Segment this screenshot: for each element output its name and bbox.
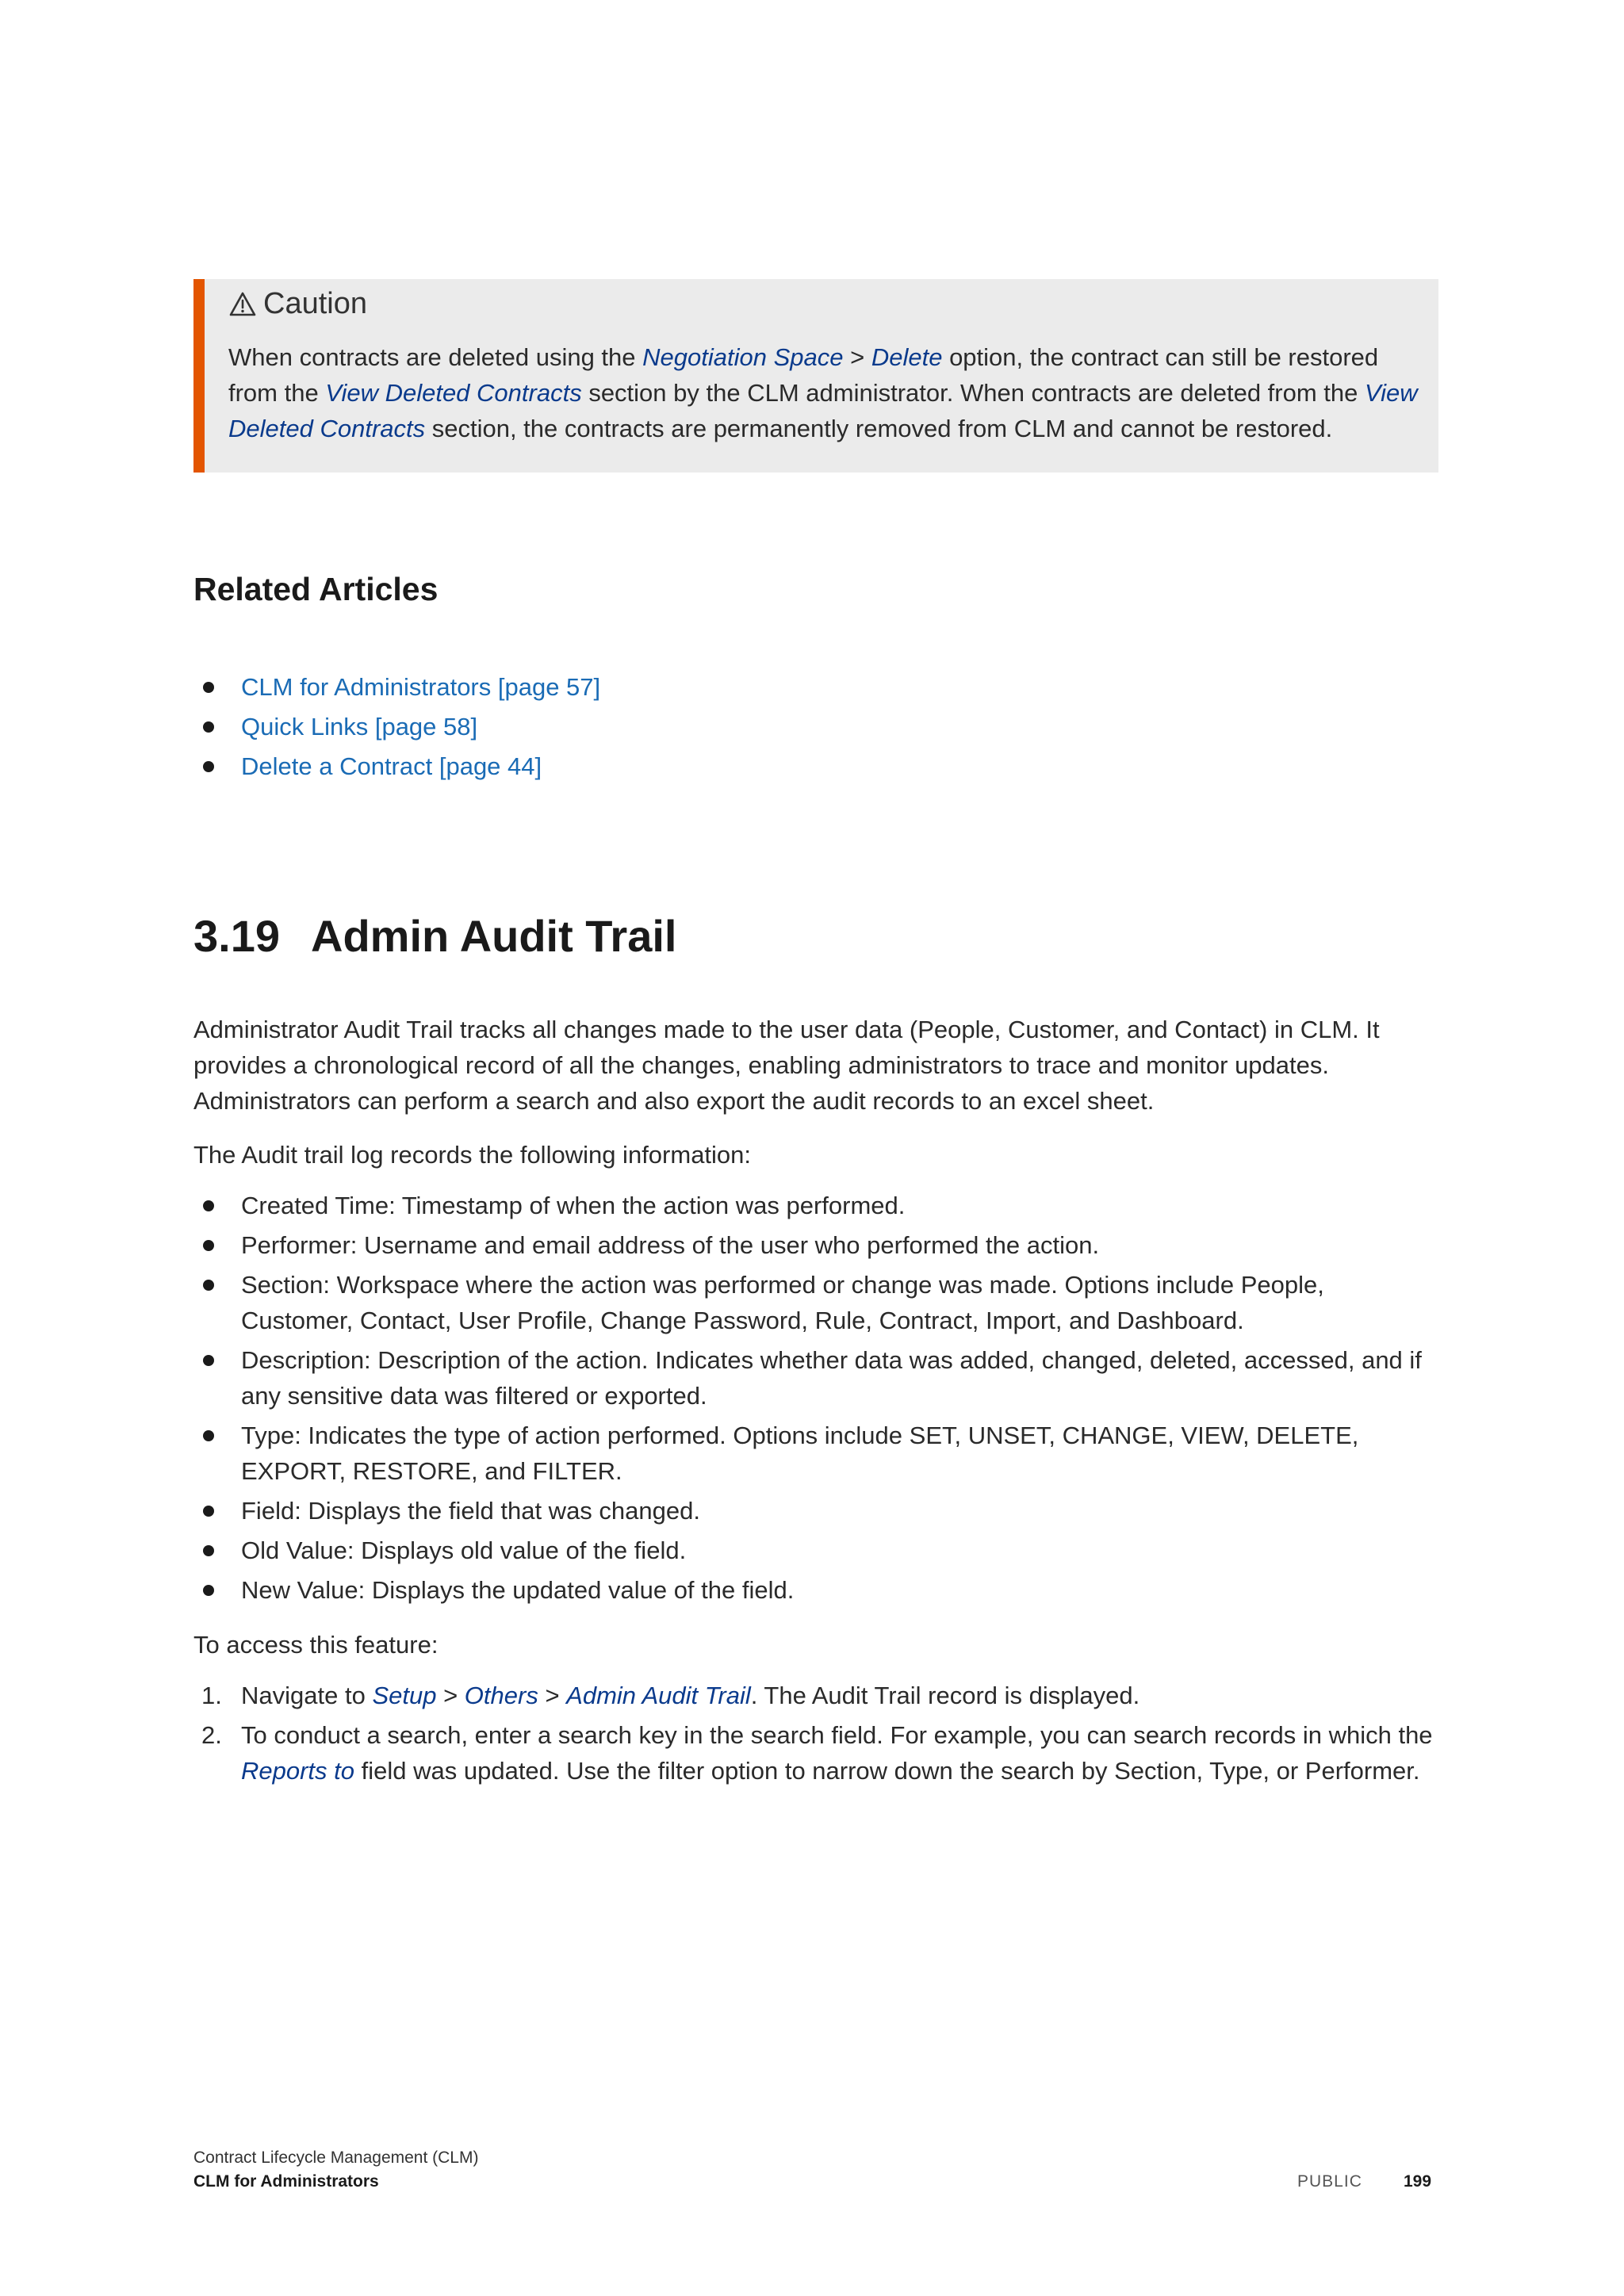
bullet-icon (203, 721, 214, 733)
related-link-item (193, 707, 600, 747)
bullet-icon (203, 761, 214, 772)
list-item-text: Type: Indicates the type of action performed. Options include SET, UNSET, CHANGE, VIEW, DELETE, EXPORT, RESTORE, and FILTER. (241, 1422, 1359, 1485)
footer-chapter: CLM for Administrators (193, 2172, 379, 2191)
list-item-text: Description: Description of the action. Indicates whether data was added, changed, deleted, accessed, and if any sensitive data was filtered or exported. (241, 1346, 1422, 1410)
link-clm-for-administrators[interactable]: CLM for Administrators [page 57] (241, 673, 601, 701)
access-steps-list (193, 1678, 1438, 1793)
bullet-icon (203, 1280, 214, 1291)
step-item (193, 1717, 1438, 1789)
bullet-icon (203, 1240, 214, 1251)
list-item-text: New Value: Displays the updated value of the field. (241, 1576, 795, 1604)
ui-path-reference: Admin Audit Trail (566, 1682, 751, 1709)
bullet-icon (203, 682, 214, 693)
list-item (193, 1533, 1438, 1568)
bullet-icon (203, 1585, 214, 1596)
link-quick-links[interactable]: Quick Links [page 58] (241, 713, 478, 740)
caution-title: Caution (263, 287, 367, 320)
audit-fields-list (193, 1188, 1438, 1612)
caution-box (193, 279, 1438, 473)
section-title: Admin Audit Trail (311, 911, 677, 961)
intro-paragraph: Administrator Audit Trail tracks all changes made to the user data (People, Customer, and Contact) in CLM. It provides a chronological record of all the changes, enabling administrators to trace and monitor updates. Administrators can perform a search and also export the audit records to an excel sheet. (193, 1016, 1380, 1115)
bullet-icon (203, 1506, 214, 1517)
step-text-run: > (538, 1682, 567, 1709)
ui-path-reference: View Deleted Contracts (325, 379, 582, 407)
bullet-icon (203, 1430, 214, 1441)
footer-doc-title: Contract Lifecycle Management (CLM) (193, 2149, 479, 2167)
list-item (193, 1267, 1438, 1338)
ui-path-reference: View Deleted Contracts (228, 379, 1418, 442)
bullet-icon (203, 1355, 214, 1366)
step-text-run: Navigate to (241, 1682, 373, 1709)
step-text-run: To conduct a search, enter a search key in the search field. For example, you can search records in which the (241, 1721, 1433, 1749)
caution-text-run: > (843, 343, 871, 371)
ui-path-reference: Negotiation Space (642, 343, 844, 371)
footer-page-number: 199 (1404, 2172, 1432, 2191)
caution-text-run: section by the CLM administrator. When contracts are deleted from the (581, 379, 1365, 407)
footer-classification: PUBLIC (1297, 2172, 1362, 2191)
related-articles-list (193, 668, 600, 786)
access-intro-paragraph: To access this feature: (193, 1631, 439, 1659)
related-articles-heading: Related Articles (193, 571, 439, 607)
list-item (193, 1342, 1438, 1414)
log-intro-paragraph: The Audit trail log records the following information: (193, 1141, 752, 1169)
caution-header (228, 287, 367, 321)
step-text-run: field was updated. Use the filter option to narrow down the search by Section, Type, or Performer. (354, 1757, 1420, 1785)
related-link-item (193, 747, 600, 786)
related-link-item (193, 668, 600, 707)
list-item (193, 1227, 1438, 1263)
ui-path-reference: Setup (372, 1682, 437, 1709)
caution-text-run: When contracts are deleted using the (228, 343, 643, 371)
bullet-icon (203, 1545, 214, 1556)
caution-text-run: section, the contracts are permanently removed from CLM and cannot be restored. (425, 415, 1333, 442)
bullet-icon (203, 1200, 214, 1211)
ui-path-reference: Reports to (241, 1757, 355, 1785)
step-text-run: > (436, 1682, 465, 1709)
caution-text (228, 339, 1426, 446)
list-item (193, 1572, 1438, 1608)
section-number: 3.19 (193, 911, 280, 961)
list-item-text: Field: Displays the field that was changed. (241, 1497, 700, 1525)
step-number: 1. (201, 1682, 222, 1709)
list-item (193, 1418, 1438, 1489)
step-item (193, 1678, 1438, 1713)
list-item-text: Performer: Username and email address of the user who performed the action. (241, 1231, 1100, 1259)
step-text (241, 1682, 1139, 1709)
ui-path-reference: Others (464, 1682, 538, 1709)
list-item (193, 1188, 1438, 1223)
list-item (193, 1493, 1438, 1529)
ui-path-reference: Delete (871, 343, 943, 371)
list-item-text: Created Time: Timestamp of when the action was performed. (241, 1192, 906, 1219)
list-item-text: Old Value: Displays old value of the field. (241, 1536, 687, 1564)
step-text (241, 1721, 1433, 1785)
link-delete-a-contract[interactable]: Delete a Contract [page 44] (241, 752, 542, 780)
step-text-run: . The Audit Trail record is displayed. (750, 1682, 1140, 1709)
caution-text-run: option, the contract can still be restored from the (228, 343, 1379, 407)
step-number: 2. (201, 1721, 222, 1749)
warning-triangle-icon (228, 290, 257, 319)
list-item-text: Section: Workspace where the action was performed or change was made. Options include People, Customer, Contact, User Profile, Change Password, Rule, Contract, Import, and Dashboard. (241, 1271, 1324, 1334)
section-heading (193, 910, 676, 962)
